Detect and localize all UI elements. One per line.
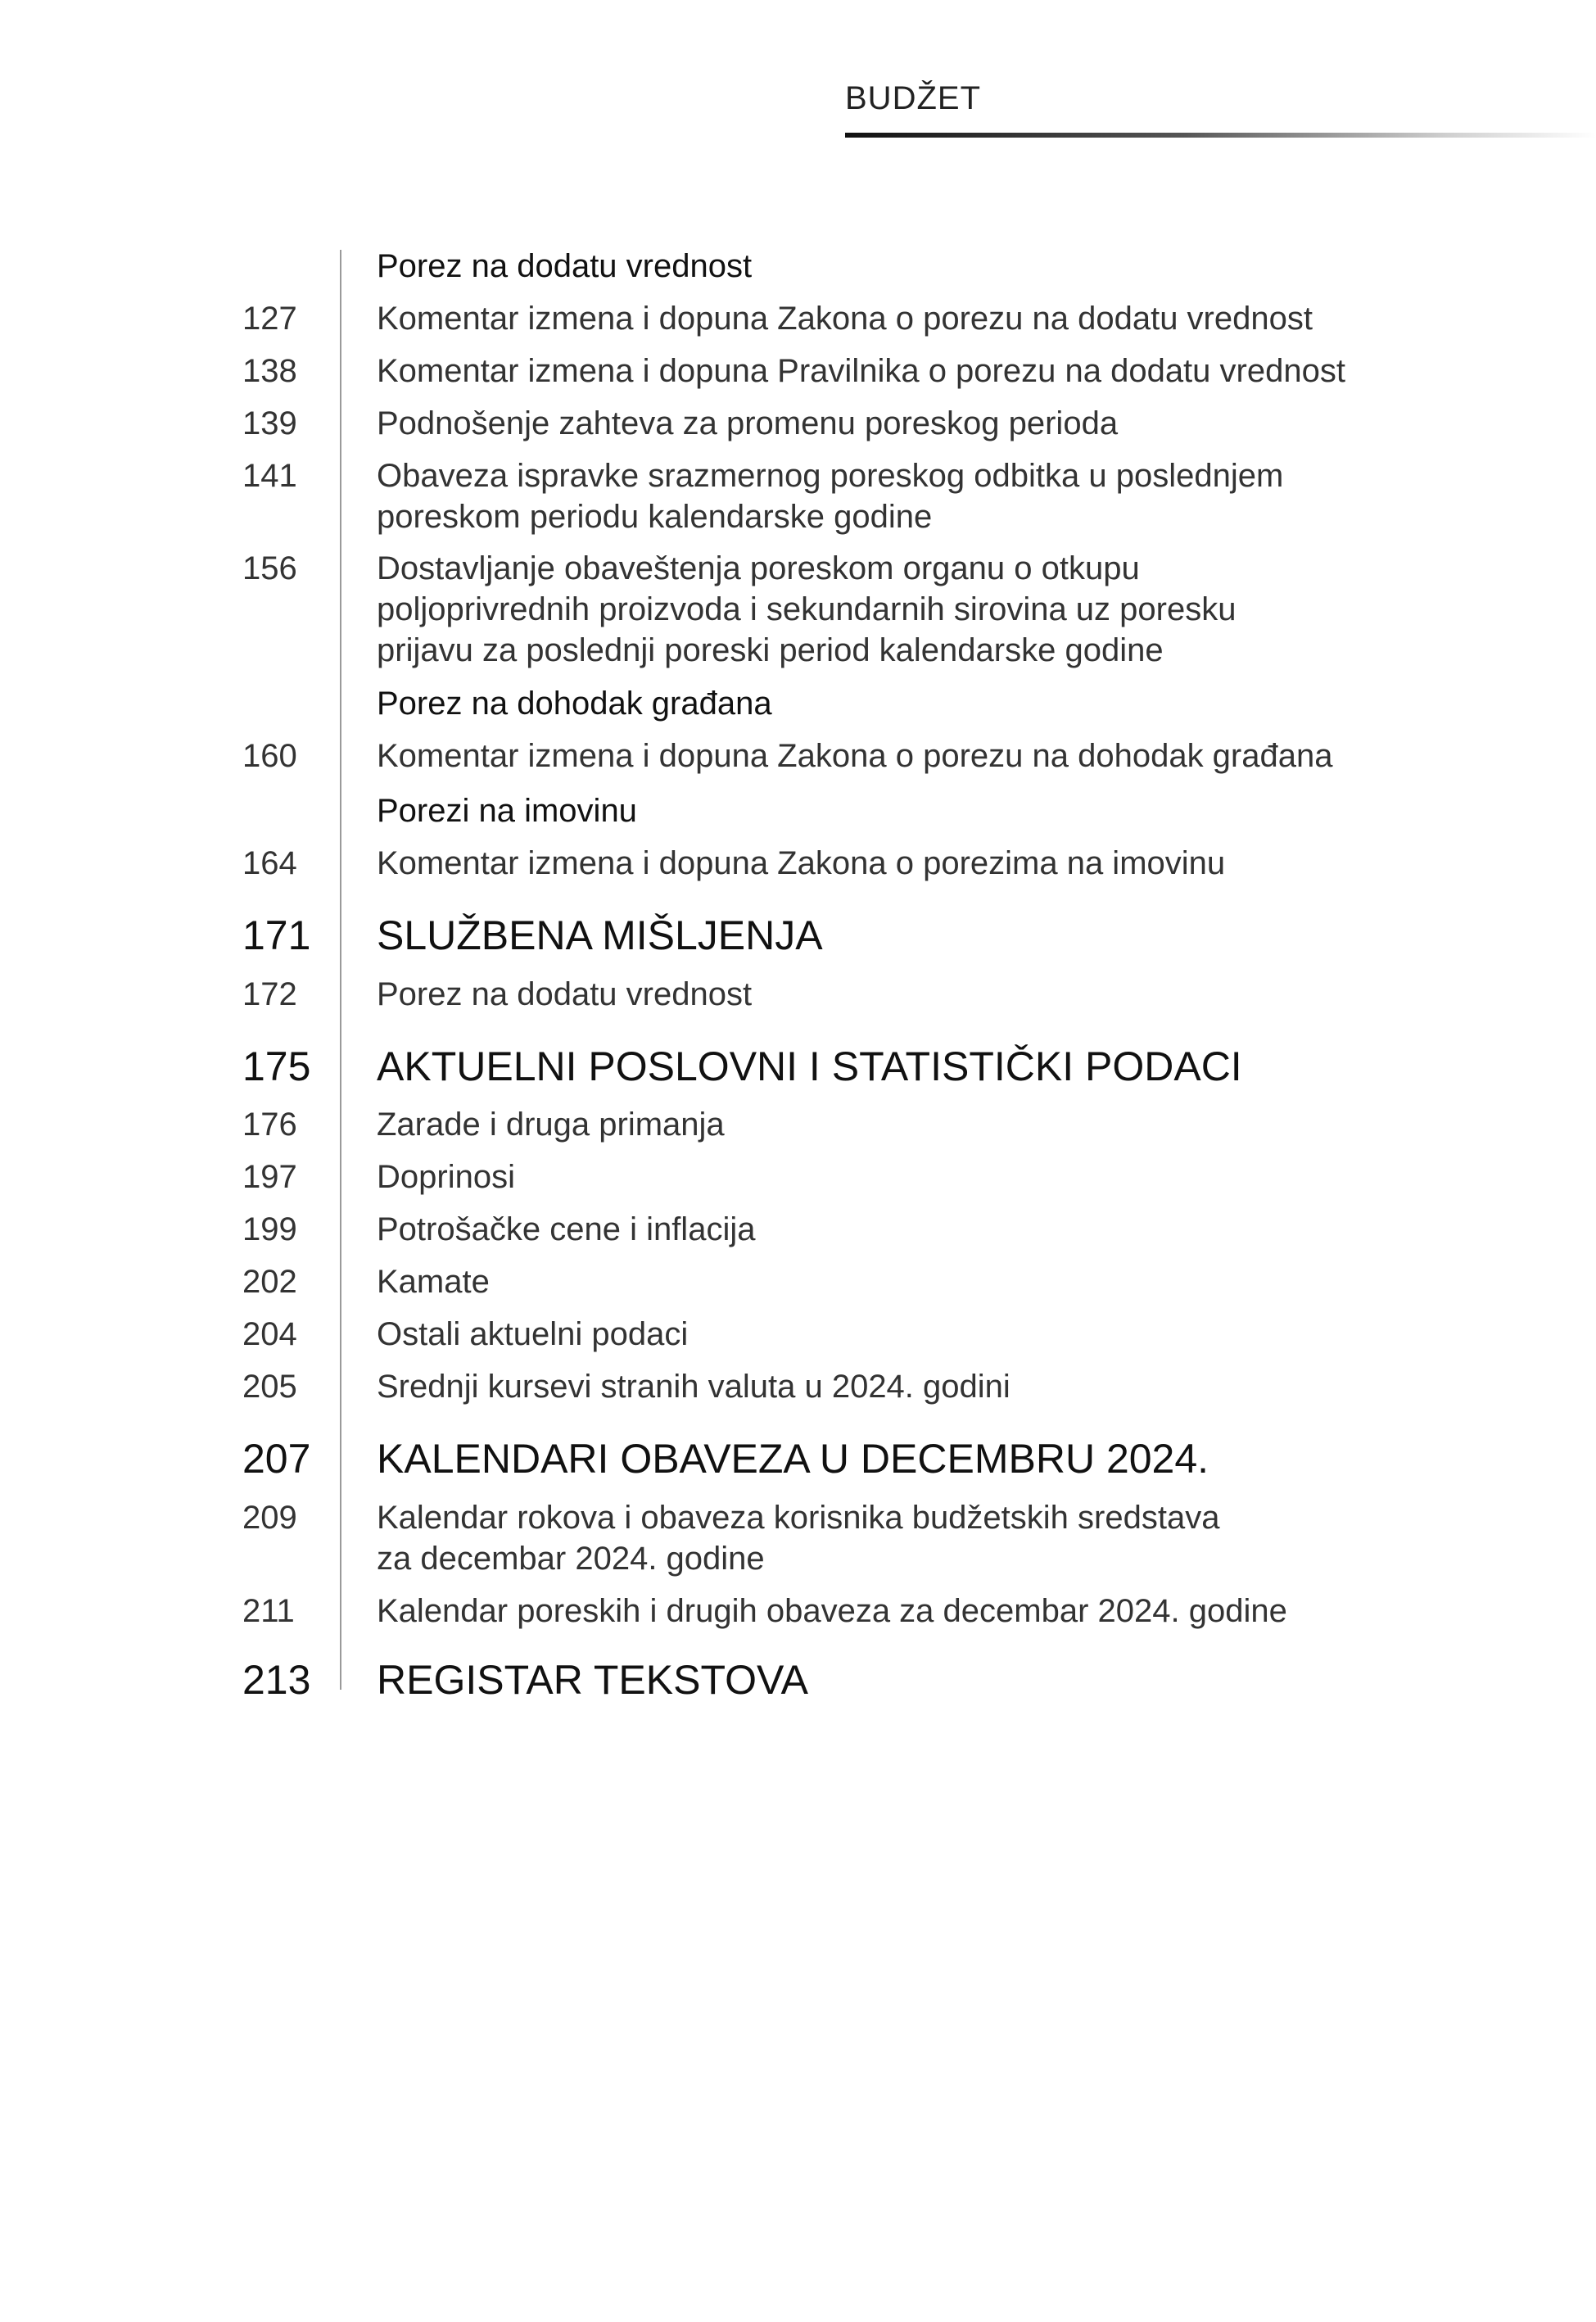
toc-title-line: Kamate [377,1264,490,1300]
toc-page-number: 171 [242,912,311,958]
toc-title-line: Porezi na imovinu [377,793,637,829]
toc-title-line: Srednji kursevi stranih valuta u 2024. godini [377,1369,1010,1405]
toc-title [377,403,1433,444]
toc-title [377,548,1433,671]
toc-title [377,911,1433,960]
toc-title-line: Komentar izmena i dopuna Pravilnika o porezu na dodatu vrednost [377,353,1345,389]
toc-title-line: za decembar 2024. godine [377,1541,765,1577]
toc-title [377,843,1433,884]
toc-title-line: Kalendar poreskih i drugih obaveza za decembar 2024. godine [377,1593,1287,1629]
toc-page-number: 172 [242,976,297,1012]
toc-title-line: KALENDARI OBAVEZA U DECEMBRU 2024. [377,1436,1209,1482]
toc-page-number: 204 [242,1316,297,1352]
toc-title-line: Komentar izmena i dopuna Zakona o porezima na imovinu [377,845,1226,881]
toc-title [377,455,1433,537]
toc-title-line: Porez na dodatu vrednost [377,976,753,1012]
toc-title [377,1209,1433,1250]
toc-title [377,1314,1433,1355]
header-rule [845,133,1596,138]
toc-title [377,974,1433,1015]
toc-title [377,1366,1433,1407]
toc-title [377,1591,1433,1632]
toc-title-line: Obaveza ispravke srazmernog poreskog odbitka u poslednjem [377,458,1284,494]
toc-title-line: prijavu za poslednji poreski period kalendarske godine [377,632,1164,668]
toc-page-number: 209 [242,1500,297,1536]
toc-title [377,1104,1433,1145]
toc-title-line: Porez na dodatu vrednost [377,248,753,284]
toc-page-number: 211 [242,1593,295,1629]
toc-page-number: 164 [242,845,297,881]
toc-page-number: 138 [242,353,297,389]
toc-page-number: 213 [242,1657,311,1703]
toc-page-number: 127 [242,301,297,337]
toc-title-line: AKTUELNI POSLOVNI I STATISTIČKI PODACI [377,1043,1242,1089]
toc-title-line: SLUŽBENA MIŠLJENJA [377,912,823,958]
running-header: BUDŽET [845,80,981,116]
toc-title [377,1434,1433,1483]
toc-page-number: 207 [242,1436,311,1482]
toc-title-line: Ostali aktuelni podaci [377,1316,689,1352]
toc-title [377,790,1433,831]
toc-title [377,1261,1433,1302]
toc-title [377,1042,1433,1091]
toc-title-line: Zarade i druga primanja [377,1107,725,1143]
toc-title-line: Komentar izmena i dopuna Zakona o porezu na dodatu vrednost [377,301,1313,337]
toc-title-line: Kalendar rokova i obaveza korisnika budžetskih sredstava [377,1500,1220,1536]
toc-title-line: Podnošenje zahteva za promenu poreskog perioda [377,405,1119,441]
toc-page-number: 160 [242,738,297,774]
toc-page-number: 175 [242,1043,311,1089]
toc-page-number: 141 [242,458,297,494]
toc-page-number: 197 [242,1159,297,1195]
toc-page-number: 205 [242,1369,297,1405]
toc-title-line: Potrošačke cene i inflacija [377,1211,756,1247]
toc-page-number: 139 [242,405,297,441]
toc-title-line: Porez na dohodak građana [377,686,772,722]
toc-page-number: 176 [242,1107,297,1143]
toc-title-line: Komentar izmena i dopuna Zakona o porezu na dohodak građana [377,738,1333,774]
toc-title-line: REGISTAR TEKSTOVA [377,1657,808,1703]
toc-title [377,351,1433,392]
toc-page-number: 199 [242,1211,297,1247]
toc-title [377,683,1433,724]
toc-title [377,1655,1433,1704]
toc-title [377,246,1433,287]
toc-title-line: poreskom periodu kalendarske godine [377,499,933,535]
toc-divider [340,250,341,1690]
toc-page-number: 202 [242,1264,297,1300]
toc-title-line: Doprinosi [377,1159,515,1195]
toc-title-line: Dostavljanje obaveštenja poreskom organu o otkupu [377,550,1140,586]
toc-title [377,736,1433,776]
toc-title [377,298,1433,339]
toc-page-number: 156 [242,550,297,586]
toc-title [377,1156,1433,1197]
toc-title [377,1497,1433,1579]
toc-title-line: poljoprivrednih proizvoda i sekundarnih sirovina uz poresku [377,591,1237,627]
